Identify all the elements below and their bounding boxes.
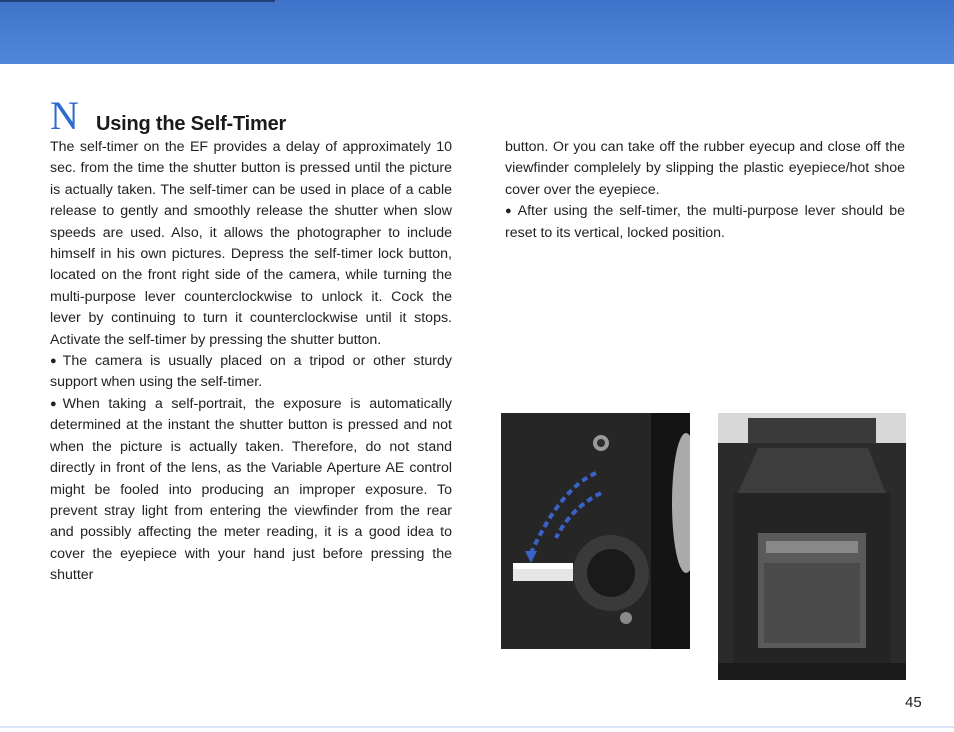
- bullet-paragraph-selfportrait: [50, 394, 452, 587]
- header-banner: [0, 0, 954, 64]
- banner-line: [0, 0, 275, 2]
- bullet-paragraph-tripod: [50, 351, 452, 394]
- bullet-text-selfportrait: When taking a self-portrait, the exposure is automatically determined at the instant the shutter button is pressed and not when the picture is actually taken. Therefore, do not stand directly in front of the lens, as the Variable Aperture AE control might be fooled into producing an improper exposure. To prevent stray light from entering the viewfinder from the rear and possibly affecting the meter reading, it is a good idea to cover the eyepiece with your hand just before pressing the shutter: [50, 395, 452, 584]
- camera-back-illustration: [718, 413, 906, 680]
- right-column: [505, 137, 905, 244]
- bottom-rule: [0, 726, 954, 728]
- camera-front-illustration: [501, 413, 690, 649]
- page-title: Using the Self-Timer: [96, 113, 287, 135]
- bullet-icon: ●: [50, 355, 57, 368]
- camera-back-eyepiece-photo: [718, 413, 906, 680]
- bullet-paragraph-reset: [505, 201, 905, 244]
- page-number: 45: [905, 694, 922, 711]
- camera-self-timer-photo: [501, 413, 690, 649]
- continued-paragraph: button. Or you can take off the rubber eyecup and close off the viewfinder complelely by slipping the plastic eyepiece/hot shoe cover over the eyepiece.: [505, 139, 905, 198]
- section-letter: N: [50, 93, 79, 138]
- bullet-text-reset: After using the self-timer, the multi-purpose lever should be reset to its vertical, locked position.: [505, 203, 905, 241]
- left-column: [50, 137, 452, 587]
- main-paragraph: The self-timer on the EF provides a delay of approximately 10 sec. from the time the shutter button is pressed until the picture is actually taken. The self-timer can be used in place of a cable release to gently and smoothly release the shutter when slow speeds are used. Also, it allows the photographer to include himself in his own pictures. Depress the self-timer lock button, located on the front right side of the camera, while turning the multi-purpose lever counterclockwise to unlock it. Cock the lever by continuing to turn it counterclockwise until it stops. Activate the self-timer by pressing the shutter button.: [50, 139, 452, 348]
- bullet-text-tripod: The camera is usually placed on a tripod or other sturdy support when using the self-timer.: [50, 353, 452, 391]
- bullet-icon: ●: [50, 397, 57, 410]
- bullet-icon: ●: [505, 205, 512, 218]
